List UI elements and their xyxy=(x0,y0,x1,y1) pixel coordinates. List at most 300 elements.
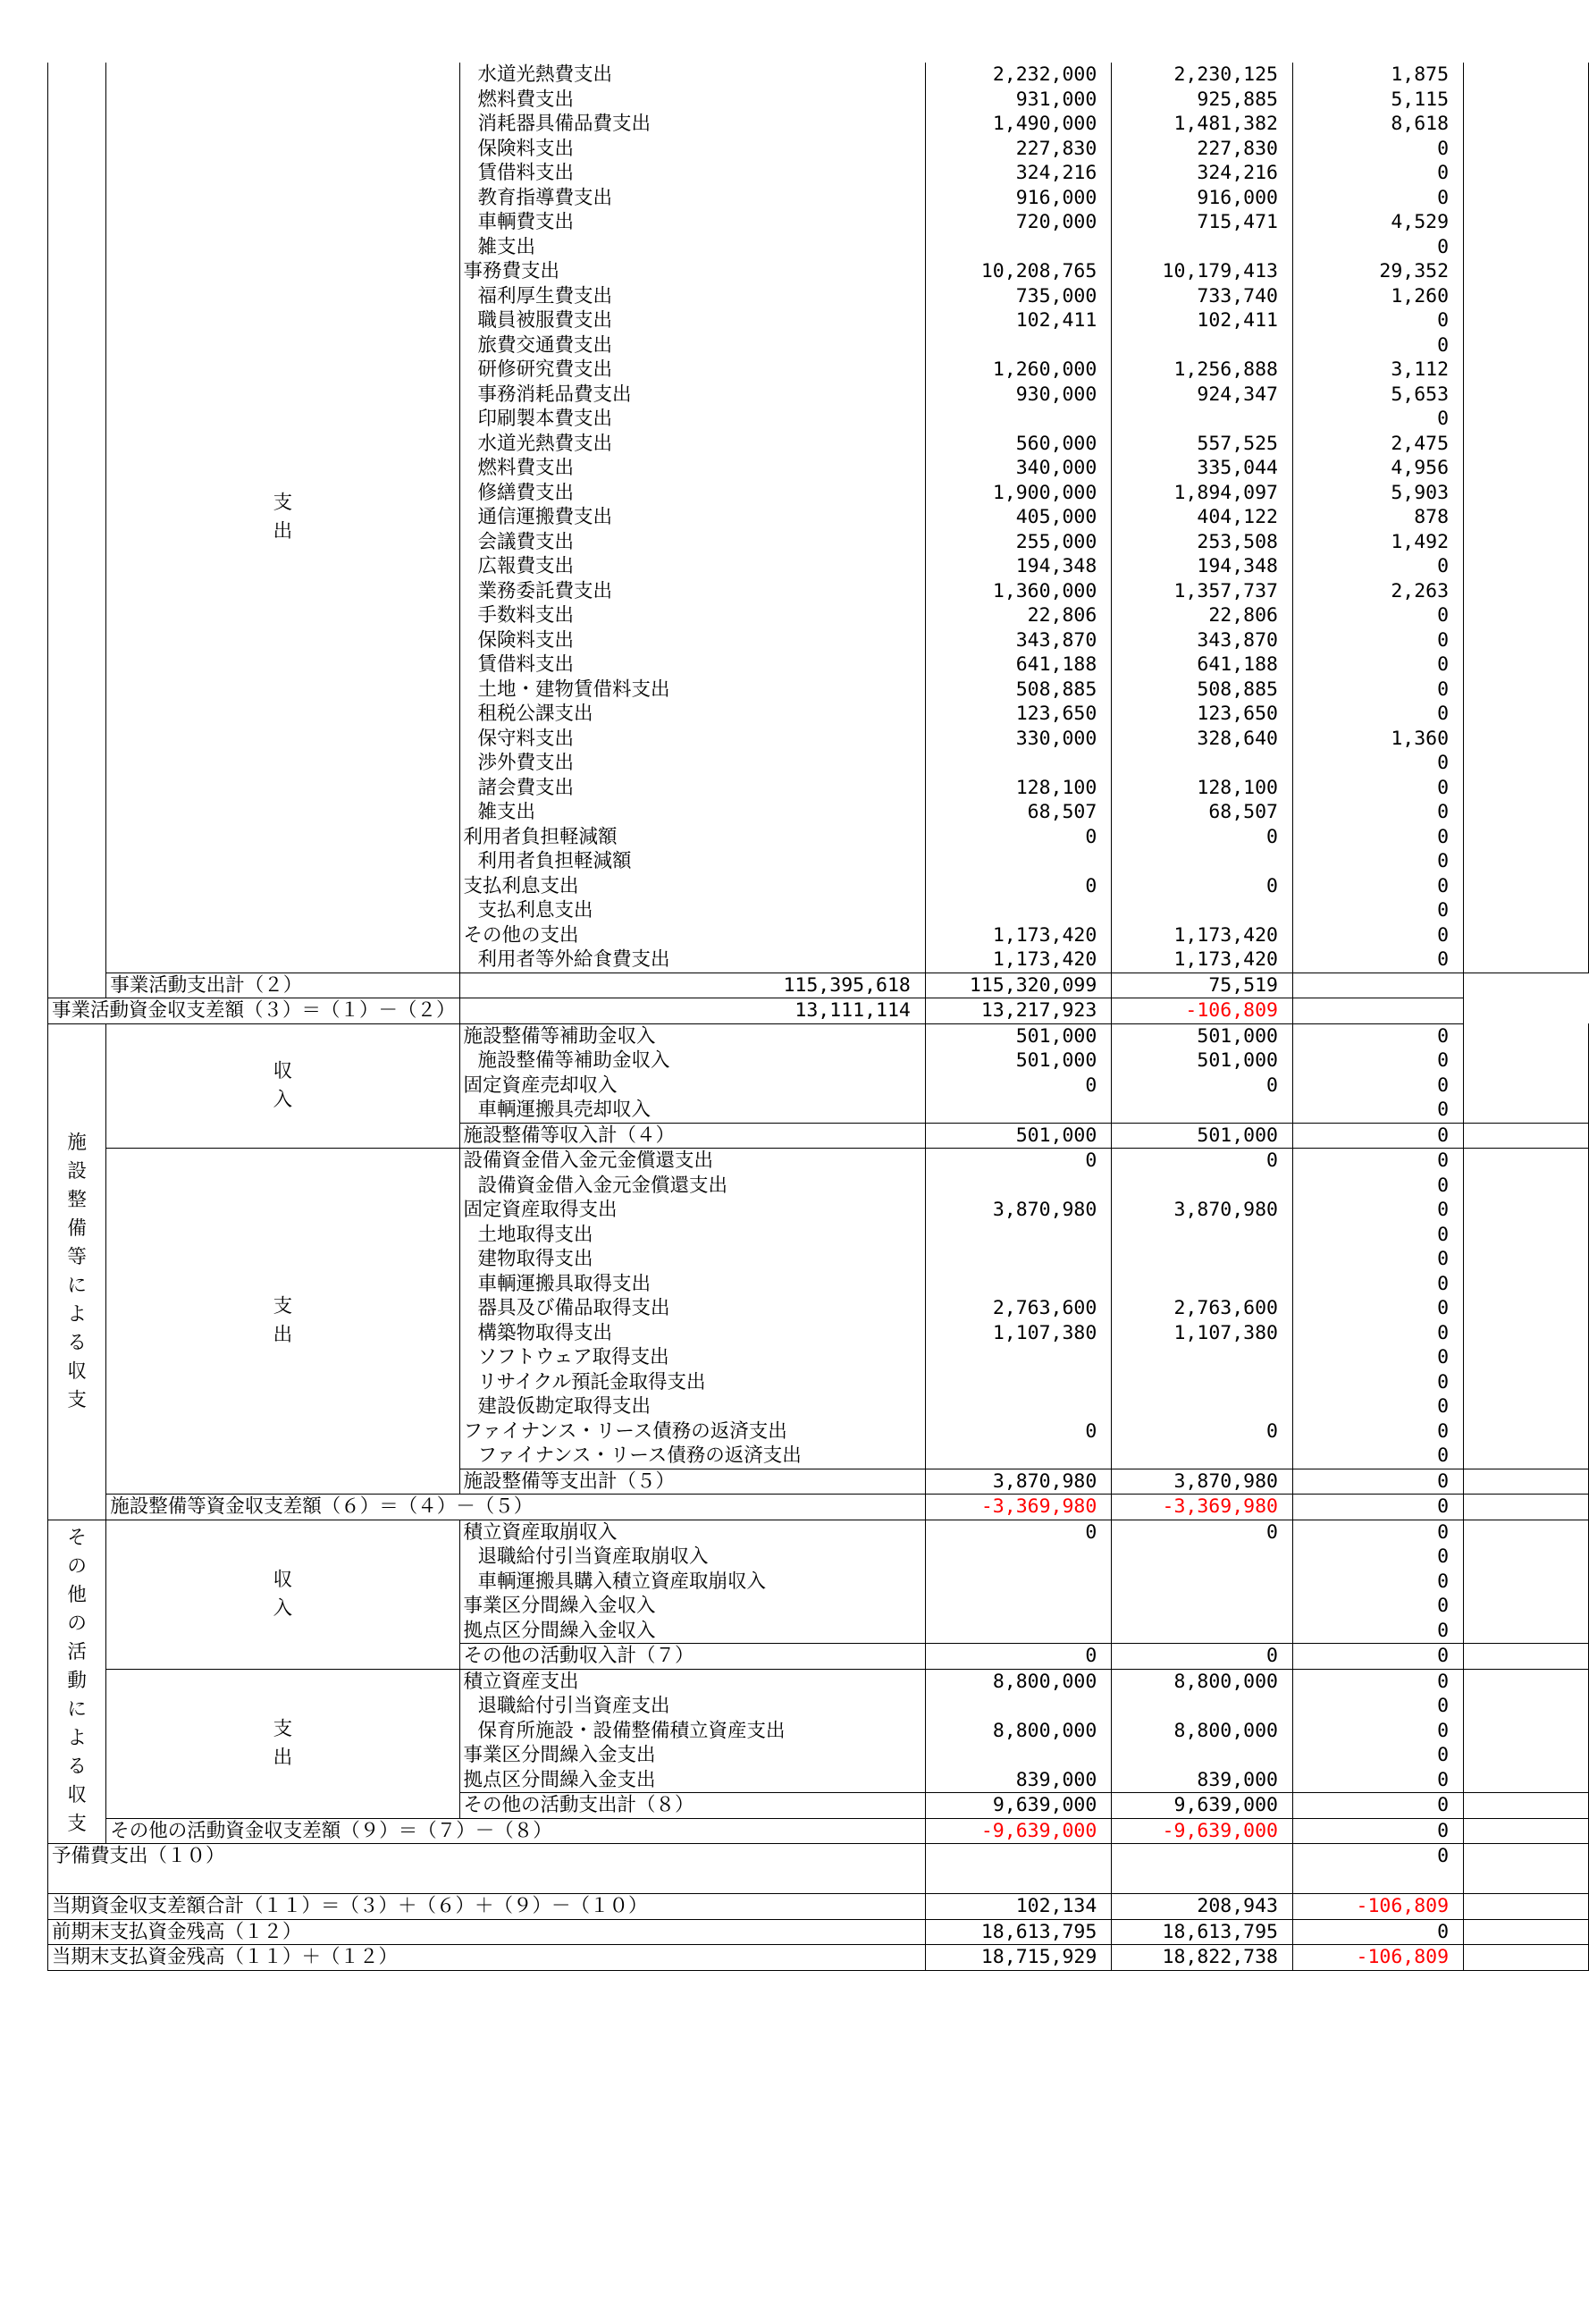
table-row xyxy=(48,1818,1589,1844)
cell-budget: 194,348 xyxy=(925,554,1111,579)
cell-actual: 13,217,923 xyxy=(925,998,1111,1024)
cell-actual xyxy=(1112,1345,1293,1370)
cell-budget: 0 xyxy=(925,1074,1111,1099)
cell-budget: 227,830 xyxy=(925,137,1111,162)
cell-remarks xyxy=(1464,432,1589,457)
cell-actual: 501,000 xyxy=(1112,1048,1293,1074)
row-label: その他の活動収入計（７） xyxy=(459,1644,925,1670)
cell-diff: 0 xyxy=(1292,1570,1463,1595)
vertical-label-char: 入 xyxy=(273,1596,293,1620)
cell-diff: 0 xyxy=(1292,849,1463,874)
cell-budget xyxy=(925,1545,1111,1570)
cell-actual xyxy=(1112,1223,1293,1248)
cell-remarks xyxy=(1464,1370,1589,1395)
cell-remarks xyxy=(1464,1272,1589,1297)
table-row xyxy=(48,1023,1589,1048)
cell-diff: 0 xyxy=(1292,947,1463,973)
row-label: 当期末支払資金残高（１１）＋（１２） xyxy=(48,1945,926,1971)
row-label: 予備費支出（１０） xyxy=(48,1844,926,1894)
row-label: 教育指導費支出 xyxy=(459,186,925,211)
cell-remarks xyxy=(1464,1321,1589,1346)
cell-remarks xyxy=(1464,1719,1589,1744)
cell-diff: 8,618 xyxy=(1292,112,1463,137)
vertical-label-char: 出 xyxy=(273,519,293,543)
facility-section-label xyxy=(48,1023,106,1520)
cell-remarks xyxy=(1464,1023,1589,1048)
cell-budget xyxy=(925,1570,1111,1595)
cell-remarks xyxy=(1464,63,1589,88)
cell-diff: 0 xyxy=(1292,1444,1463,1469)
cell-diff: 0 xyxy=(1292,1919,1463,1945)
row-label: 事務費支出 xyxy=(459,259,925,284)
cell-diff: 75,519 xyxy=(1112,973,1293,998)
cell-budget: 1,900,000 xyxy=(925,481,1111,506)
vertical-label-char: 整 xyxy=(67,1188,87,1211)
cell-budget xyxy=(925,1098,1111,1123)
cell-diff: 5,903 xyxy=(1292,481,1463,506)
cell-budget: 1,173,420 xyxy=(925,947,1111,973)
cell-diff: 0 xyxy=(1292,825,1463,850)
row-label: 施設整備等補助金収入 xyxy=(459,1048,925,1074)
cell-actual: 916,000 xyxy=(1112,186,1293,211)
row-label: 賃借料支出 xyxy=(459,161,925,186)
fund-statement-table xyxy=(47,63,1589,1971)
cell-actual xyxy=(1112,1174,1293,1199)
cell-budget: 10,208,765 xyxy=(925,259,1111,284)
cell-diff: 0 xyxy=(1292,1296,1463,1321)
cell-actual xyxy=(1112,1098,1293,1123)
cell-actual xyxy=(1112,407,1293,432)
row-label: 車輌運搬具取得支出 xyxy=(459,1272,925,1297)
row-label: 土地取得支出 xyxy=(459,1223,925,1248)
cell-budget: 8,800,000 xyxy=(925,1669,1111,1694)
row-label: 職員被服費支出 xyxy=(459,308,925,333)
row-label: 土地・建物賃借料支出 xyxy=(459,678,925,703)
row-label: 施設整備等支出計（５） xyxy=(459,1469,925,1495)
vertical-label-char: 出 xyxy=(273,1324,293,1346)
cell-diff: 0 xyxy=(1292,1247,1463,1272)
cell-diff: 1,360 xyxy=(1292,727,1463,752)
cell-diff: 0 xyxy=(1292,186,1463,211)
cell-remarks xyxy=(1464,825,1589,850)
cell-diff: 0 xyxy=(1292,1793,1463,1819)
vertical-label-char: 支 xyxy=(273,1295,293,1318)
cell-remarks xyxy=(1464,1768,1589,1793)
row-label: 構築物取得支出 xyxy=(459,1321,925,1346)
cell-remarks xyxy=(1464,1198,1589,1223)
cell-budget: 340,000 xyxy=(925,456,1111,481)
other-section-label xyxy=(48,1520,106,1844)
cell-budget xyxy=(925,898,1111,923)
cell-budget: -3,369,980 xyxy=(925,1495,1111,1520)
cell-diff: 0 xyxy=(1292,1469,1463,1495)
cell-remarks xyxy=(1292,998,1463,1024)
row-label: 業務委託費支出 xyxy=(459,579,925,604)
cell-actual: 227,830 xyxy=(1112,137,1293,162)
cell-remarks xyxy=(1464,235,1589,260)
row-label: 施設整備等収入計（４） xyxy=(459,1123,925,1149)
cell-budget: 1,490,000 xyxy=(925,112,1111,137)
cell-actual: 102,411 xyxy=(1112,308,1293,333)
row-label: 積立資産支出 xyxy=(459,1669,925,1694)
vertical-label-char: 動 xyxy=(67,1670,87,1693)
cell-actual xyxy=(1112,1247,1293,1272)
row-label: 広報費支出 xyxy=(459,554,925,579)
cell-budget: 2,763,600 xyxy=(925,1296,1111,1321)
row-label: 会議費支出 xyxy=(459,530,925,555)
cell-remarks xyxy=(1464,1444,1589,1469)
cell-remarks xyxy=(1464,1619,1589,1644)
row-label: 当期資金収支差額合計（１１）＝（３）＋（６）＋（９）－（１０） xyxy=(48,1894,926,1920)
cell-budget: 2,232,000 xyxy=(925,63,1111,88)
cell-remarks xyxy=(1464,1048,1589,1074)
cell-budget: 0 xyxy=(925,1149,1111,1174)
cell-remarks xyxy=(1464,259,1589,284)
cell-diff: 1,492 xyxy=(1292,530,1463,555)
row-label: 諸会費支出 xyxy=(459,776,925,801)
row-label: 研修研究費支出 xyxy=(459,358,925,383)
cell-budget: 22,806 xyxy=(925,603,1111,628)
row-label: 設備資金借入金元金償還支出 xyxy=(459,1174,925,1199)
cell-diff: 0 xyxy=(1292,1223,1463,1248)
cell-budget xyxy=(925,1247,1111,1272)
cell-diff: 0 xyxy=(1292,1345,1463,1370)
cell-diff: 2,475 xyxy=(1292,432,1463,457)
cell-budget: 330,000 xyxy=(925,727,1111,752)
cell-actual: 3,870,980 xyxy=(1112,1469,1293,1495)
cell-diff: 0 xyxy=(1292,1321,1463,1346)
cell-actual: 839,000 xyxy=(1112,1768,1293,1793)
row-label: ソフトウェア取得支出 xyxy=(459,1345,925,1370)
cell-actual: 123,650 xyxy=(1112,702,1293,727)
row-label: 固定資産売却収入 xyxy=(459,1074,925,1099)
cell-budget: 128,100 xyxy=(925,776,1111,801)
cell-diff: 0 xyxy=(1292,1048,1463,1074)
cell-actual xyxy=(1112,1444,1293,1469)
cell-budget: 641,188 xyxy=(925,653,1111,678)
cell-actual: 0 xyxy=(1112,825,1293,850)
cell-actual: 10,179,413 xyxy=(1112,259,1293,284)
row-label: 事業活動支出計（２） xyxy=(106,973,459,998)
cell-budget: 343,870 xyxy=(925,628,1111,653)
cell-diff: 0 xyxy=(1292,1594,1463,1619)
cell-budget: 102,134 xyxy=(925,1894,1111,1920)
cell-budget: 18,613,795 xyxy=(925,1919,1111,1945)
cell-budget xyxy=(925,1370,1111,1395)
cell-diff: 0 xyxy=(1292,137,1463,162)
cell-remarks xyxy=(1464,800,1589,825)
cell-budget xyxy=(925,1223,1111,1248)
cell-actual: 1,173,420 xyxy=(1112,923,1293,948)
cell-budget: 3,870,980 xyxy=(925,1469,1111,1495)
cell-budget xyxy=(925,1844,1111,1894)
cell-diff: 0 xyxy=(1292,1844,1463,1894)
cell-remarks xyxy=(1464,505,1589,530)
table-row xyxy=(48,998,1589,1024)
cell-remarks xyxy=(1464,1793,1589,1819)
row-label: その他の支出 xyxy=(459,923,925,948)
table-row xyxy=(48,973,1589,998)
row-label: ファイナンス・リース債務の返済支出 xyxy=(459,1419,925,1444)
cell-actual: 557,525 xyxy=(1112,432,1293,457)
row-label: 印刷製本費支出 xyxy=(459,407,925,432)
cell-diff: 0 xyxy=(1292,554,1463,579)
cell-remarks xyxy=(1464,628,1589,653)
cell-remarks xyxy=(1464,1694,1589,1719)
cell-remarks xyxy=(1464,1844,1589,1894)
row-label: 施設整備等補助金収入 xyxy=(459,1023,925,1048)
cell-budget: 1,107,380 xyxy=(925,1321,1111,1346)
vertical-label-char: る xyxy=(67,1756,87,1779)
cell-budget: 501,000 xyxy=(925,1048,1111,1074)
cell-budget: 0 xyxy=(925,825,1111,850)
cell-budget: 560,000 xyxy=(925,432,1111,457)
cell-diff: 2,263 xyxy=(1292,579,1463,604)
row-label: 施設整備等資金収支差額（６）＝（４）－（５） xyxy=(106,1495,926,1520)
cell-actual: 8,800,000 xyxy=(1112,1719,1293,1744)
row-label: 拠点区分間繰入金支出 xyxy=(459,1768,925,1793)
cell-remarks xyxy=(1464,530,1589,555)
cell-remarks xyxy=(1464,358,1589,383)
cell-budget: 8,800,000 xyxy=(925,1719,1111,1744)
cell-actual: 194,348 xyxy=(1112,554,1293,579)
row-label: 事業活動資金収支差額（３）＝（１）－（２） xyxy=(48,998,460,1024)
cell-diff: 0 xyxy=(1292,1719,1463,1744)
cell-remarks xyxy=(1464,383,1589,408)
cell-actual xyxy=(1112,1272,1293,1297)
cell-budget xyxy=(925,1444,1111,1469)
cell-diff: 0 xyxy=(1292,1743,1463,1768)
cell-budget: 501,000 xyxy=(925,1123,1111,1149)
cell-remarks xyxy=(1464,874,1589,899)
cell-remarks xyxy=(1464,333,1589,358)
cell-diff: 0 xyxy=(1292,1074,1463,1099)
row-label: 事務消耗品費支出 xyxy=(459,383,925,408)
cell-remarks xyxy=(1464,186,1589,211)
cell-diff: 0 xyxy=(1292,1023,1463,1048)
cell-diff: 0 xyxy=(1292,407,1463,432)
row-label: 拠点区分間繰入金収入 xyxy=(459,1619,925,1644)
cell-diff: 0 xyxy=(1292,1098,1463,1123)
cell-diff: 0 xyxy=(1292,702,1463,727)
cell-budget xyxy=(925,1619,1111,1644)
cell-budget: 508,885 xyxy=(925,678,1111,703)
cell-remarks xyxy=(1464,456,1589,481)
cell-remarks xyxy=(1464,1247,1589,1272)
cell-remarks xyxy=(1464,1296,1589,1321)
cell-actual: 2,230,125 xyxy=(1112,63,1293,88)
cell-remarks xyxy=(1292,973,1463,998)
cell-remarks xyxy=(1464,137,1589,162)
cell-remarks xyxy=(1464,1669,1589,1694)
cell-actual: 1,357,737 xyxy=(1112,579,1293,604)
row-label: 保守料支出 xyxy=(459,727,925,752)
cell-actual xyxy=(1112,1694,1293,1719)
vertical-label-char: 収 xyxy=(273,1568,293,1591)
cell-actual: 324,216 xyxy=(1112,161,1293,186)
operating-expense-group-label xyxy=(106,63,459,973)
cell-remarks xyxy=(1464,284,1589,309)
cell-diff: 0 xyxy=(1292,1370,1463,1395)
cell-actual xyxy=(1112,235,1293,260)
cell-budget: 18,715,929 xyxy=(925,1945,1111,1971)
cell-actual: 2,763,600 xyxy=(1112,1296,1293,1321)
cell-diff: 0 xyxy=(1292,1768,1463,1793)
cell-actual xyxy=(1112,1743,1293,1768)
cell-actual xyxy=(1112,751,1293,776)
cell-budget xyxy=(925,1694,1111,1719)
cell-remarks xyxy=(1464,1345,1589,1370)
cell-diff: 5,653 xyxy=(1292,383,1463,408)
vertical-label-char: 備 xyxy=(67,1217,87,1240)
cell-remarks xyxy=(1464,727,1589,752)
cell-budget: 1,360,000 xyxy=(925,579,1111,604)
vertical-label-char: の xyxy=(67,1612,87,1636)
cell-diff: -106,809 xyxy=(1112,998,1293,1024)
cell-remarks xyxy=(1464,308,1589,333)
cell-budget xyxy=(925,751,1111,776)
cell-remarks xyxy=(1464,1919,1589,1945)
row-label: 保育所施設・設備整備積立資産支出 xyxy=(459,1719,925,1744)
row-label: 燃料費支出 xyxy=(459,88,925,113)
cell-diff: 5,115 xyxy=(1292,88,1463,113)
table-row xyxy=(48,1844,1589,1894)
cell-diff: 0 xyxy=(1292,1818,1463,1844)
row-label: 設備資金借入金元金償還支出 xyxy=(459,1149,925,1174)
cell-diff: 1,260 xyxy=(1292,284,1463,309)
row-label: 積立資産取崩収入 xyxy=(459,1520,925,1545)
cell-actual: 1,256,888 xyxy=(1112,358,1293,383)
row-label: 支払利息支出 xyxy=(459,898,925,923)
cell-remarks xyxy=(1464,947,1589,973)
cell-remarks xyxy=(1464,702,1589,727)
section-label-operating xyxy=(48,63,106,998)
cell-budget xyxy=(925,1594,1111,1619)
cell-diff: 0 xyxy=(1292,1694,1463,1719)
cell-diff: 3,112 xyxy=(1292,358,1463,383)
cell-actual: 0 xyxy=(1112,1074,1293,1099)
cell-budget xyxy=(925,1743,1111,1768)
cell-diff: 0 xyxy=(1292,1174,1463,1199)
row-label: リサイクル預託金取得支出 xyxy=(459,1370,925,1395)
vertical-label-char: よ xyxy=(67,1302,87,1326)
cell-remarks xyxy=(1464,554,1589,579)
cell-diff: 0 xyxy=(1292,628,1463,653)
table-row xyxy=(48,1894,1589,1920)
cell-actual xyxy=(1112,1394,1293,1419)
cell-remarks xyxy=(1464,678,1589,703)
cell-remarks xyxy=(1464,1894,1589,1920)
cell-diff: 4,956 xyxy=(1292,456,1463,481)
cell-diff: 0 xyxy=(1292,751,1463,776)
vertical-label-char: 支 xyxy=(273,491,293,514)
vertical-label-char: 収 xyxy=(67,1784,87,1807)
cell-budget: 405,000 xyxy=(925,505,1111,530)
cell-actual: 18,822,738 xyxy=(1112,1945,1293,1971)
cell-actual: 128,100 xyxy=(1112,776,1293,801)
cell-actual: 0 xyxy=(1112,874,1293,899)
cell-budget: 123,650 xyxy=(925,702,1111,727)
cell-budget: 916,000 xyxy=(925,186,1111,211)
cell-actual: 715,471 xyxy=(1112,210,1293,235)
cell-remarks xyxy=(1464,1469,1589,1495)
cell-actual: 0 xyxy=(1112,1149,1293,1174)
cell-actual: 1,173,420 xyxy=(1112,947,1293,973)
cell-budget: 115,395,618 xyxy=(459,973,925,998)
vertical-label-char: そ xyxy=(67,1527,87,1550)
cell-remarks xyxy=(1464,898,1589,923)
cell-budget xyxy=(925,235,1111,260)
cell-budget xyxy=(925,1394,1111,1419)
cell-diff: 0 xyxy=(1292,333,1463,358)
cell-actual xyxy=(1112,1619,1293,1644)
cell-remarks xyxy=(1464,1743,1589,1768)
cell-remarks xyxy=(1464,849,1589,874)
vertical-label-char: 入 xyxy=(273,1088,293,1111)
cell-remarks xyxy=(1464,1520,1589,1545)
table-row xyxy=(48,1669,1589,1694)
cell-diff: 0 xyxy=(1292,603,1463,628)
row-label: その他の活動支出計（８） xyxy=(459,1793,925,1819)
cell-actual: 508,885 xyxy=(1112,678,1293,703)
cell-budget: 1,260,000 xyxy=(925,358,1111,383)
vertical-label-char: 他 xyxy=(67,1584,87,1607)
vertical-label-char: 収 xyxy=(273,1059,293,1082)
row-label: 建物取得支出 xyxy=(459,1247,925,1272)
cell-budget xyxy=(925,407,1111,432)
vertical-label-char: 設 xyxy=(67,1159,87,1183)
cell-budget: 324,216 xyxy=(925,161,1111,186)
cell-diff: 0 xyxy=(1292,1669,1463,1694)
cell-budget: 255,000 xyxy=(925,530,1111,555)
cell-remarks xyxy=(1464,1495,1589,1520)
cell-remarks xyxy=(1464,1570,1589,1595)
cell-budget: 3,870,980 xyxy=(925,1198,1111,1223)
cell-budget: 0 xyxy=(925,1520,1111,1545)
cell-budget: 0 xyxy=(925,874,1111,899)
cell-actual xyxy=(1112,1594,1293,1619)
cell-diff: 4,529 xyxy=(1292,210,1463,235)
table-row xyxy=(48,1945,1589,1971)
cell-actual: 1,107,380 xyxy=(1112,1321,1293,1346)
vertical-label-char: 支 xyxy=(273,1717,293,1740)
cell-actual: 924,347 xyxy=(1112,383,1293,408)
cell-actual xyxy=(1112,333,1293,358)
cell-remarks xyxy=(1464,1149,1589,1174)
cell-diff: 0 xyxy=(1292,1394,1463,1419)
cell-remarks xyxy=(1464,88,1589,113)
cell-budget: -9,639,000 xyxy=(925,1818,1111,1844)
cell-remarks xyxy=(1464,112,1589,137)
cell-diff: 0 xyxy=(1292,923,1463,948)
cell-diff: 0 xyxy=(1292,874,1463,899)
cell-budget xyxy=(925,849,1111,874)
cell-actual: 404,122 xyxy=(1112,505,1293,530)
row-label: 支払利息支出 xyxy=(459,874,925,899)
cell-diff: 0 xyxy=(1292,1545,1463,1570)
cell-actual: 0 xyxy=(1112,1644,1293,1670)
cell-diff: -106,809 xyxy=(1292,1945,1463,1971)
cell-budget: 931,000 xyxy=(925,88,1111,113)
row-label: 車輌費支出 xyxy=(459,210,925,235)
vertical-label-char: 支 xyxy=(67,1813,87,1836)
cell-budget: 0 xyxy=(925,1419,1111,1444)
facility-income-group-label xyxy=(106,1023,459,1149)
vertical-label-char: 支 xyxy=(67,1388,87,1411)
row-label: 前期末支払資金残高（１２） xyxy=(48,1919,926,1945)
cell-actual: 328,640 xyxy=(1112,727,1293,752)
cell-diff: 0 xyxy=(1292,1619,1463,1644)
